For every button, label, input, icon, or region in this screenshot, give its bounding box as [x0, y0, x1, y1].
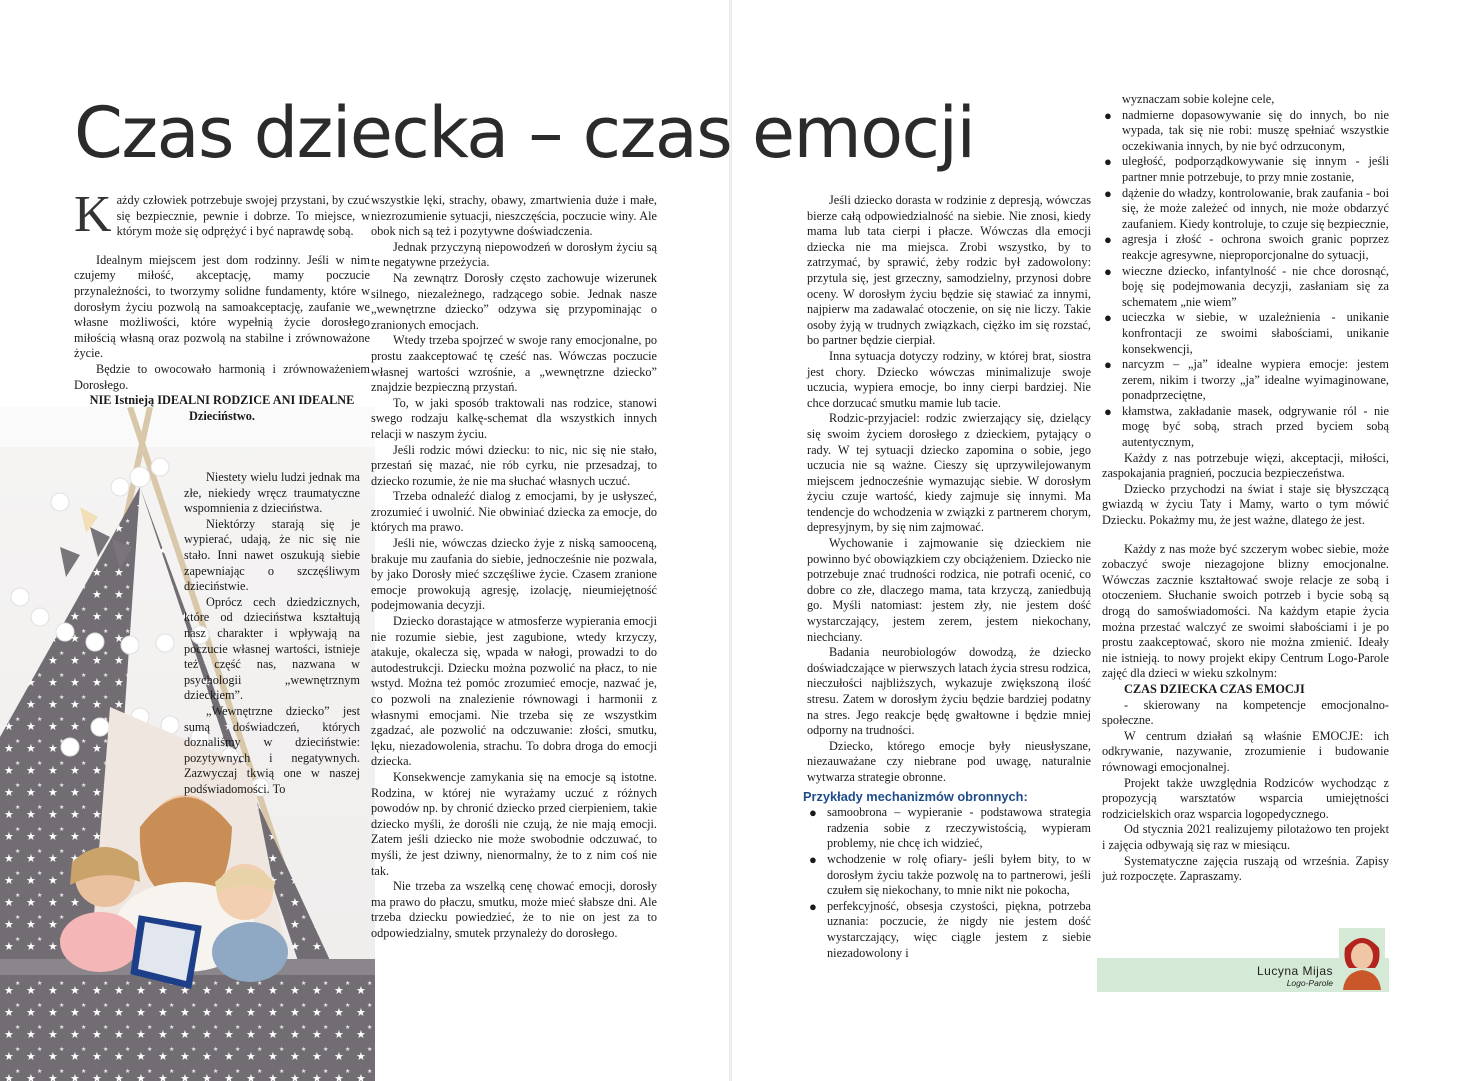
author-signature: [1097, 958, 1389, 992]
mechanisms-heading: Przykłady mechanizmów obronnych:: [803, 788, 1028, 804]
author-organization: Logo-Parole: [1286, 978, 1333, 988]
bullet-icon: ●: [1104, 185, 1112, 201]
mechanisms-list: [807, 805, 1091, 961]
bullet-icon: ●: [809, 898, 817, 914]
paragraph: Konsekwencje zamykania się na emocje są istotne. Rodzina, w której nie wyrażamy uczuć z różnych powodów np. by chronić dziecko przed cierpieniem, takie dziecko myśli, że dorośli nie czują, że nie mają emocji. Zatem jeśli dziecko nie może swobodnie odczuwać, to myśli, że jest dziwny, nienormalny, że to z nim coś nie tak.: [371, 769, 657, 878]
paragraph: Jednak przyczyną niepowodzeń w dorosłym życiu są te negatywne przeżycia.: [371, 239, 657, 270]
bullet-icon: ●: [1104, 154, 1112, 170]
paragraph: W centrum działań są właśnie EMOCJE: ich odkrywanie, nazywanie, zrozumienie i budowanie równowagi emocjonalnej.: [1102, 728, 1389, 774]
paragraph: Inna sytuacja dotyczy rodziny, w której brat, siostra jest chory. Dziecko wówczas minimalizuje swoje uczucia, wypiera emocje, bo inny cierpi bardziej. Nie chce dorzucać smutku mamie lub tacie.: [807, 348, 1091, 410]
paragraph: Trzeba odnaleźć dialog z emocjami, by je usłyszeć, zrozumieć i uwolnić. Nie obwiniać dziecka za emocje, do których ma prawo.: [371, 489, 657, 535]
list-item: ● perfekcyjność, obsesja czystości, piękna, potrzeba uznania: poczucie, że nigdy nie jestem dość wystarczający, więc ciągle jestem z siebie niezadowolony i: [809, 898, 1091, 960]
column-2: [371, 193, 657, 942]
paragraph: Jeśli rodzic mówi dziecku: to nic, nic się nie stało, przestań się mazać, nie rób cyrku, nie przesadzaj, to dziecko rozumie, że nie ma słuchać własnych uczuć.: [371, 442, 657, 488]
bullet-icon: ●: [1104, 310, 1112, 326]
paragraph: - skierowany na kompetencje emocjonalno-społeczne.: [1102, 697, 1389, 728]
paragraph: Dziecko dorastające w atmosferze wypierania emocji nie rozumie siebie, jest zagubione, wtedy krzyczy, atakuje, okalecza się, wpada w nałogi, prowadzi to do autodestrukcji. Dziecku można pozwolić na płacz, to nie wstyd. Można też pomóc zrozumieć emocje, nazwać je, co pozwoli na znalezienie równowagi i harmonii z własnymi emocjami. Nie trzeba się ze wszystkim zgadzać, ale pozwolić na odczuwanie: złości, smutku, lęku, niezadowolenia, strachu. To dobra droga do emocji dziecka.: [371, 614, 657, 769]
paragraph: Wtedy trzeba spojrzeć w swoje rany emocjonalne, po prostu zaakceptować tę cześć nas. Wówczas poczucie własnej wartości wzrośnie, a „wewnętrzne dziecko” znajdzie bezpieczną przystań.: [371, 333, 657, 395]
paragraph: Będzie to owocowało harmonią i zrównoważeniem Dorosłego.: [74, 361, 370, 392]
paragraph: Dziecko przychodzi na świat i staje się błyszczącą gwiazdą w życiu Taty i Mamy, warto o tym mówić Dziecku. Pokażmy mu, że jest ważne, dlatego że jest.: [1102, 481, 1389, 528]
paragraph: Niestety wielu ludzi jednak ma złe, niekiedy wręcz traumatyczne wspomnienia z dzieciństwa.: [184, 470, 360, 516]
paragraph: Na zewnątrz Dorosły często zachowuje wizerunek silnego, niezależnego, radzącego sobie. Jednak nasze „wewnętrzne dziecko” odzywa się przypominając o zranionych emocjach.: [371, 270, 657, 332]
column-1-bottom: [184, 470, 360, 797]
list-item: ● kłamstwa, zakładanie masek, odgrywanie ról - nie mogę być sobą, strach przed byciem sobą autentycznym,: [1104, 403, 1389, 450]
author-portrait: [1339, 928, 1385, 990]
list-item: ● samoobrona – wypieranie - podstawowa strategia radzenia sobie z rzeczywistością, wypieram problemy, nie chcę ich widzieć,: [809, 805, 1091, 851]
paragraph: Oprócz cech dziedzicznych, które od dzieciństwa kształtują nasz charakter i wpływają na poczucie własnej wartości, istnieje też część nas, nazwana w psychologii „wewnętrznym dzieckiem”.: [184, 594, 360, 703]
paragraph: Rodzic-przyjaciel: rodzic zwierzający się, dzielący się swoim życiem dorosłego z dzieckiem, pytający o rady. W tej sytuacji dziecko zapomina o sobie, jego uczucia nie są ważne. Cieszy się uprzywilejowanym miejscem jednocześnie wymazując siebie. W dorosłym życiu czuje wartość, kiedy zajmuje się innymi. Ma tendencje do wchodzenia w związki z partnerem chorym, depresyjnym, by się nim zajmować.: [807, 411, 1091, 535]
drop-cap: K: [74, 186, 112, 243]
bullet-icon: ●: [1104, 263, 1112, 279]
article-title: Czas dziecka – czas emocji: [74, 92, 975, 174]
paragraph: Niektórzy starają się je wypierać, udają, że nic się nie stało. Inni nawet oszukują siebie zapewniając o szczęśliwym dzieciństwie.: [184, 516, 360, 594]
list-item: ● dążenie do władzy, kontrolowanie, brak zaufania - boi się, że może zależeć od innych, nie może obdarzyć zaufaniem. Kiedy kontroluje, to czuje się bezpiecznie,: [1104, 185, 1389, 231]
author-name: Lucyna Mijas: [1256, 964, 1333, 978]
paragraph: Wychowanie i zajmowanie się dzieckiem nie powinno być obowiązkiem czy obciążeniem. Dziecko nie potrzebuje znać trudności rodzica, nie potrafi ocenić, co dobre co złe, dlaczego mama, tata krzyczą, zaniedbują go. Myśli natomiast: jestem zły, nie jestem dość wystarczający, jestem zerem, jestem niekochany, niechciany.: [807, 536, 1091, 644]
paragraph: Każdy z nas potrzebuje więzi, akceptacji, miłości, zaspokajania pragnień, poczucia bezpieczeństwa.: [1102, 450, 1389, 481]
paragraph: Każdy z nas może być szczerym wobec siebie, może zobaczyć swoje niezagojone blizny emocjonalne. Wówczas zacznie kształtować swoje relacje ze sobą i otoczeniem. Słuchanie swoich potrzeb i bycie sobą są drogą do samoświadomości. Na każdym etapie życia można przestać walczyć ze swoimi słabościami i je po prostu zaakceptować, skoro nie można zmienić. Ideały nie istnieją. to nowy projekt ekipy Centrum Logo-Parole zajęć dla dzieci w wieku szkolnym:: [1102, 541, 1389, 681]
bullet-icon: ●: [809, 851, 817, 867]
paragraph: Badania neurobiologów dowodzą, że dziecko doświadczające w pierwszych latach życia stresu rodzica, nieczułości najbliższych, wykazuje zwiększoną ilość stresu. Zatem w dorosłym życiu będzie bardziej podatny na stres. Jego reakcje będę gwałtowne i będzie mniej odporny na trudności.: [807, 645, 1091, 738]
project-title: CZAS DZIECKA CZAS EMOCJI: [1124, 681, 1305, 696]
paragraph: Idealnym miejscem jest dom rodzinny. Jeśli w nim czujemy miłość, akceptację, mamy poczucie przynależności, to tworzymy solidne fundamenty, które w dorosłym życiu pozwolą na samoakceptację, zaufanie we własne możliwości, które wypełnią życie dorosłego miłością własną oraz pozwolą na stabilne i zrównoważone życie.: [74, 252, 370, 361]
paragraph: Jeśli dziecko dorasta w rodzinie z depresją, wówczas bierze całą odpowiedzialność na siebie. Nie znosi, kiedy mama lub tata cierpi i płacze. Wówczas dla emocji dziecka nie ma miejsca. Zrobi wszystko, by to zatrzymać, by sprawić, żeby rodzic był zadowolony: przytula się, jest grzeczny, samodzielny, przynosi dobre oceny. W dorosłym życiu będzie się stawiać za innymi, najpierw ma zadawalać otoczenie, on się nie liczy. Takie osoby żyją w trudnych związkach, ciężko im się rozstać, bo partner będzie cierpiał.: [807, 193, 1091, 348]
column-1-top: [74, 186, 370, 424]
paragraph: Od stycznia 2021 realizujemy pilotażowo ten projekt i zajęcia odbywają się raz w miesiącu.: [1102, 822, 1389, 852]
list-item: ● wieczne dziecko, infantylność - nie chce dorosnąć, boję się podejmowania decyzji, zasłaniam się za schematem „nie wiem”: [1104, 263, 1389, 309]
paragraph: „Wewnętrzne dziecko” jest sumą doświadczeń, których doznaliśmy w dzieciństwie: pozytywnych i negatywnych. Zazwyczaj tkwią one w naszej podświadomości. To: [184, 703, 360, 796]
list-item: ● ucieczka w siebie, w uzależnienia - unikanie konfrontacji ze swoimi słabościami, unikanie konsekwencji,: [1104, 310, 1389, 356]
list-item: ● narcyzm – „ja” idealne wypiera emocje: jestem zerem, nikim i tworzy „ja” idealne wyimaginowane, ponadprzeciętne,: [1104, 357, 1389, 403]
paragraph: Każdy człowiek potrzebuje swojej przystani, by czuć się bezpiecznie, pewnie i dobrze. To miejsce, w którym może się odprężyć i być naprawdę sobą.: [74, 186, 370, 243]
paragraph: Nie trzeba za wszelką cenę chować emocji, dorosły ma prawo do płaczu, smutku, może mieć słabsze dni. Ale trzeba dziecku powiedzieć, że to nie on jest za to odpowiedzialny, smutek przynależy do dorosłego.: [371, 879, 657, 940]
list-item: ● wchodzenie w rolę ofiary- jeśli byłem bity, to w dorosłym życiu także pozwolę na to partnerowi, jeśli czułem się niekochany, to mnie nikt nie pokocha,: [809, 851, 1091, 898]
mechanisms-list-continued: [1102, 108, 1389, 451]
paragraph: To, w jaki sposób traktowali nas rodzice, stanowi swego rodzaju kalkę-schemat dla wszystkich innych relacji w naszym życiu.: [371, 395, 657, 441]
paragraph: Systematyczne zajęcia ruszają od września. Zapisy już rozpoczęte. Zapraszamy.: [1102, 853, 1389, 884]
bullet-icon: ●: [1104, 357, 1112, 373]
bullet-icon: ●: [1104, 403, 1112, 419]
list-item: ● agresja i złość - ochrona swoich granic poprzez reakcje agresywne, nieproporcjonalne do sytuacji,: [1104, 232, 1389, 262]
column-4: [1102, 92, 1389, 885]
section-heading: NIE Istnieją IDEALNI RODZICE ANI IDEALNE Dzieciństwo.: [89, 393, 355, 423]
paragraph: Projekt także uwzględnia Rodziców wychodząc z propozycją warsztatów wsparcia umiejętności rodzicielskich oraz wsparcia logopedycznego.: [1102, 775, 1389, 821]
paragraph: wszystkie lęki, strachy, obawy, zmartwienia duże i małe, niezrozumienie sytuacji, nieszczęścia, poczucie winy. Ale obok nich są też i pozytywne doświadczenia.: [371, 193, 657, 239]
list-item: ● nadmierne dopasowywanie się do innych, bo nie wypada, tak się nie robi: muszę spełniać wszystkie oczekiwania innych, by nie być odrzuconym,: [1104, 107, 1389, 153]
column-3: [803, 193, 1091, 961]
bullet-icon: ●: [1104, 107, 1112, 123]
bullet-icon: ●: [809, 805, 817, 821]
paragraph: Jeśli nie, wówczas dziecko żyje z niską samooceną, brakuje mu zaufania do siebie, jednocześnie nie pozwala, by jako Dorosły mieć szczęśliwe życie. Czasem zranione emocje prowokują agresję, izolację, nieumiejętność podejmowania decyzji.: [371, 536, 657, 613]
list-item: ● uległość, podporządkowywanie się innym - jeśli partner mnie potrzebuje, to przy mnie zostanie,: [1104, 154, 1389, 184]
list-continuation: wyznaczam sobie kolejne cele,: [1122, 92, 1275, 106]
bullet-icon: ●: [1104, 232, 1112, 248]
paragraph: Dziecko, którego emocje były nieusłyszane, niezauważane czy niebrane pod uwagę, naturalnie wytwarza strategie obronne.: [807, 738, 1091, 784]
